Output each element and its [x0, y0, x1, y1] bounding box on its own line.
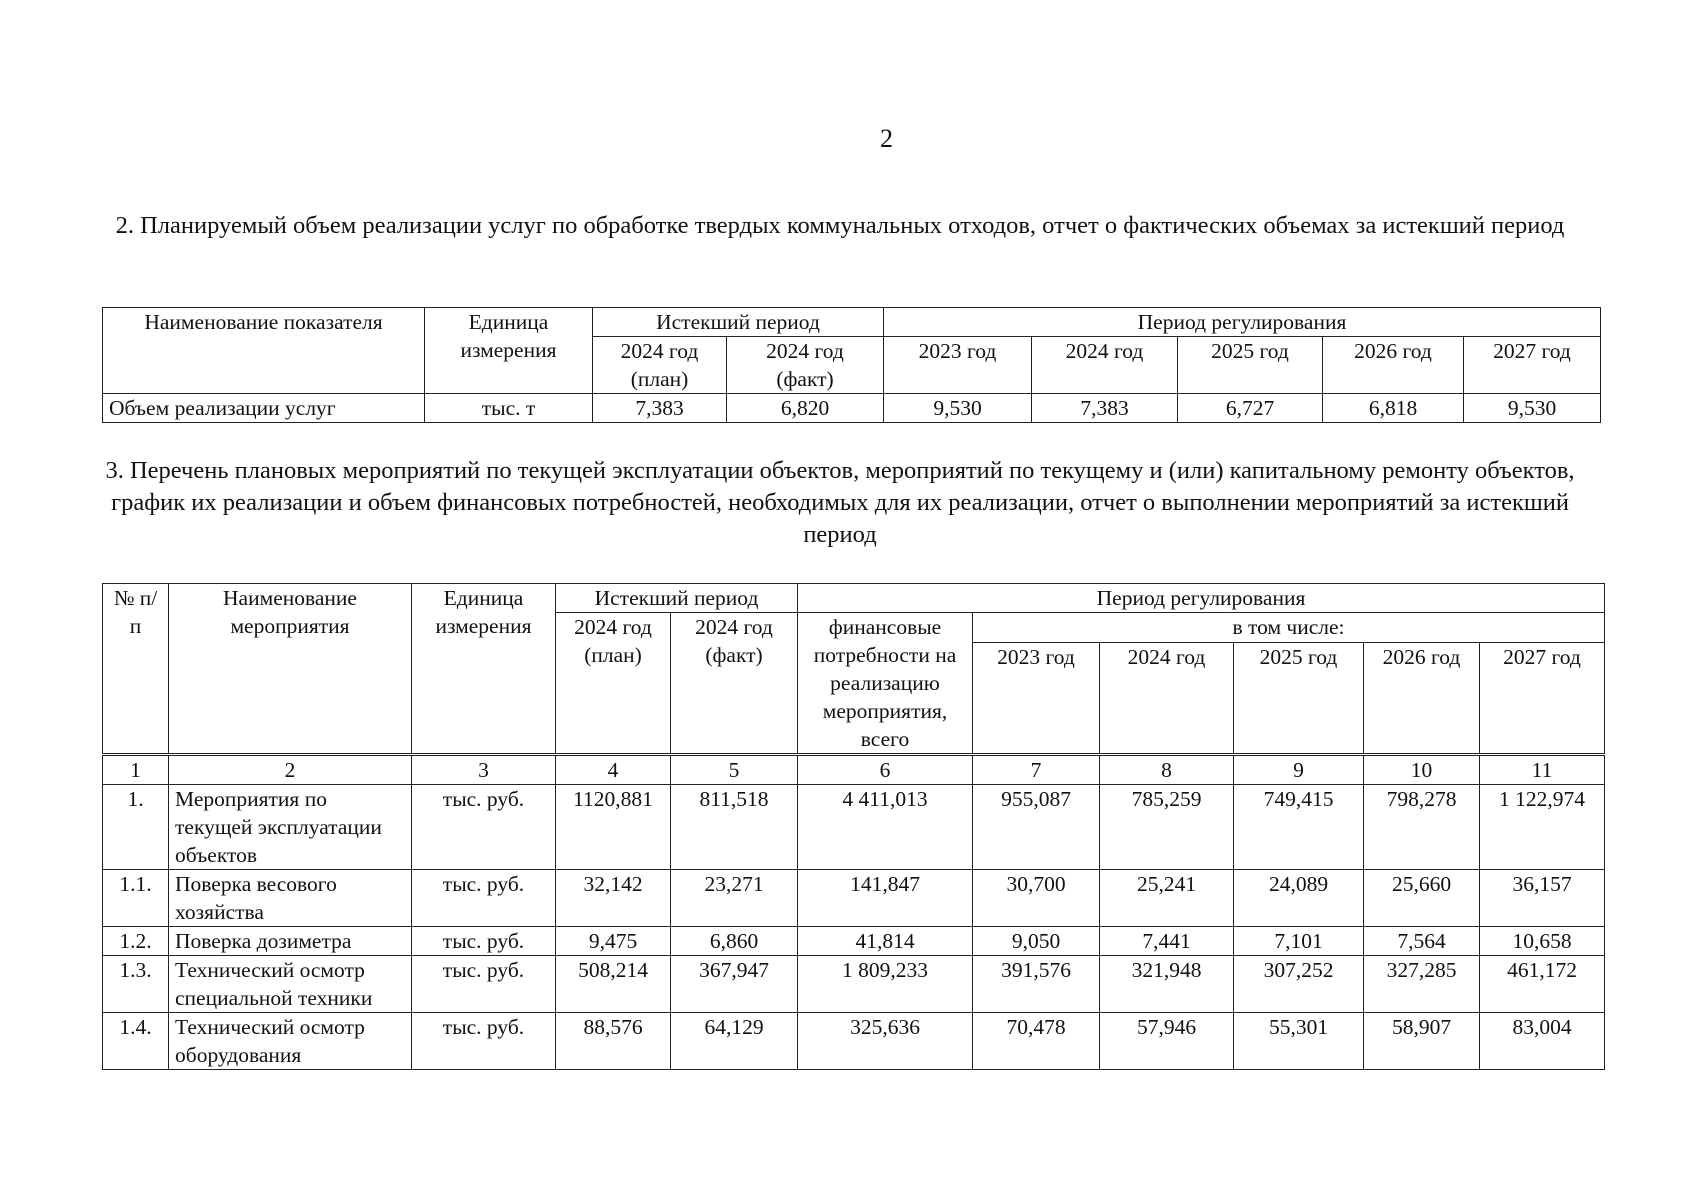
row-unit: тыс. руб. [412, 956, 556, 1013]
header-year: 2025 год [1178, 337, 1323, 394]
row-num: 1.1. [103, 870, 169, 927]
cell-value: 7,564 [1364, 927, 1480, 956]
header-year: 2027 год [1464, 337, 1601, 394]
cell-value: 9,475 [556, 927, 671, 956]
column-number-row [103, 755, 1605, 785]
cell-value: 9,050 [973, 927, 1100, 956]
cell-value: 4 411,013 [798, 785, 973, 870]
cell-value: 55,301 [1234, 1013, 1364, 1070]
header-regulation-period: Период регулирования [798, 584, 1605, 613]
cell-value: 36,157 [1480, 870, 1605, 927]
measures-table [102, 583, 1605, 1070]
cell-value: 24,089 [1234, 870, 1364, 927]
cell-value: 70,478 [973, 1013, 1100, 1070]
section-3-title: 3. Перечень плановых мероприятий по текущей эксплуатации объектов, мероприятий по текущему и (или) капитальному ремонту объектов, график их реализации и объем финансовых потребностей, необходимых для их реализации, отчет о выполнении мероприятий за истекший период [105, 457, 1575, 548]
cell-value: 10,658 [1480, 927, 1605, 956]
cell-value: 25,660 [1364, 870, 1480, 927]
header-year: 2023 год [973, 643, 1100, 755]
cell-value: 9,530 [1464, 394, 1601, 423]
cell-value: 1 122,974 [1480, 785, 1605, 870]
cell-value: 6,820 [727, 394, 884, 423]
header-num: № п/п [103, 584, 169, 755]
col-number: 3 [412, 755, 556, 785]
cell-value: 7,101 [1234, 927, 1364, 956]
cell-value: 7,383 [1032, 394, 1178, 423]
header-year: 2024 год [1032, 337, 1178, 394]
col-number: 4 [556, 755, 671, 785]
table-row [103, 785, 1605, 870]
header-year: 2025 год [1234, 643, 1364, 755]
cell-value: 307,252 [1234, 956, 1364, 1013]
row-num: 1. [103, 785, 169, 870]
header-year: 2027 год [1480, 643, 1605, 755]
header-year: 2023 год [884, 337, 1032, 394]
col-number: 6 [798, 755, 973, 785]
cell-value: 7,441 [1100, 927, 1234, 956]
table-row [103, 394, 1601, 423]
header-including: в том числе: [973, 613, 1605, 643]
cell-value: 508,214 [556, 956, 671, 1013]
row-unit: тыс. руб. [412, 1013, 556, 1070]
cell-value: 9,530 [884, 394, 1032, 423]
row-unit: тыс. руб. [412, 870, 556, 927]
header-plan: 2024 год (план) [593, 337, 727, 394]
row-name: Мероприятия по текущей эксплуатации объектов [169, 785, 412, 870]
cell-value: 6,818 [1323, 394, 1464, 423]
cell-value: 798,278 [1364, 785, 1480, 870]
row-unit: тыс. руб. [412, 927, 556, 956]
row-num: 1.4. [103, 1013, 169, 1070]
header-fact: 2024 год (факт) [727, 337, 884, 394]
row-name: Объем реализации услуг [103, 394, 425, 423]
row-name: Технический осмотр специальной техники [169, 956, 412, 1013]
row-name: Поверка весового хозяйства [169, 870, 412, 927]
row-num: 1.2. [103, 927, 169, 956]
header-name: Наименование мероприятия [169, 584, 412, 755]
cell-value: 32,142 [556, 870, 671, 927]
header-indicator: Наименование показателя [103, 308, 425, 394]
col-number: 11 [1480, 755, 1605, 785]
page-number: 2 [880, 124, 893, 153]
section-2-title: 2. Планируемый объем реализации услуг по обработке твердых коммунальных отходов, отчет о фактических объемах за истекший период [115, 212, 1565, 239]
row-name: Поверка дозиметра [169, 927, 412, 956]
header-year: 2024 год [1100, 643, 1234, 755]
cell-value: 41,814 [798, 927, 973, 956]
col-number: 9 [1234, 755, 1364, 785]
cell-value: 6,727 [1178, 394, 1323, 423]
header-plan: 2024 год (план) [556, 613, 671, 755]
cell-value: 367,947 [671, 956, 798, 1013]
col-number: 10 [1364, 755, 1480, 785]
table-row [103, 870, 1605, 927]
cell-value: 327,285 [1364, 956, 1480, 1013]
header-unit: Единица измерения [425, 308, 593, 394]
header-fin-needs: финансовые потребности на реализацию мероприятия, всего [798, 613, 973, 755]
cell-value: 88,576 [556, 1013, 671, 1070]
cell-value: 30,700 [973, 870, 1100, 927]
table-row [103, 927, 1605, 956]
header-fact: 2024 год (факт) [671, 613, 798, 755]
header-past-period: Истекший период [593, 308, 884, 337]
row-name: Технический осмотр оборудования [169, 1013, 412, 1070]
col-number: 2 [169, 755, 412, 785]
header-unit: Единица измерения [412, 584, 556, 755]
header-year: 2026 год [1364, 643, 1480, 755]
cell-value: 25,241 [1100, 870, 1234, 927]
row-num: 1.3. [103, 956, 169, 1013]
cell-value: 7,383 [593, 394, 727, 423]
cell-value: 321,948 [1100, 956, 1234, 1013]
cell-value: 23,271 [671, 870, 798, 927]
cell-value: 749,415 [1234, 785, 1364, 870]
cell-value: 811,518 [671, 785, 798, 870]
row-unit: тыс. т [425, 394, 593, 423]
cell-value: 64,129 [671, 1013, 798, 1070]
cell-value: 1 809,233 [798, 956, 973, 1013]
col-number: 5 [671, 755, 798, 785]
cell-value: 461,172 [1480, 956, 1605, 1013]
cell-value: 83,004 [1480, 1013, 1605, 1070]
col-number: 7 [973, 755, 1100, 785]
cell-value: 57,946 [1100, 1013, 1234, 1070]
table-row [103, 1013, 1605, 1070]
cell-value: 785,259 [1100, 785, 1234, 870]
header-year: 2026 год [1323, 337, 1464, 394]
cell-value: 391,576 [973, 956, 1100, 1013]
header-regulation-period: Период регулирования [884, 308, 1601, 337]
col-number: 8 [1100, 755, 1234, 785]
cell-value: 325,636 [798, 1013, 973, 1070]
cell-value: 1120,881 [556, 785, 671, 870]
cell-value: 6,860 [671, 927, 798, 956]
cell-value: 141,847 [798, 870, 973, 927]
header-past-period: Истекший период [556, 584, 798, 613]
volume-table [102, 307, 1601, 423]
row-unit: тыс. руб. [412, 785, 556, 870]
table-row [103, 956, 1605, 1013]
cell-value: 58,907 [1364, 1013, 1480, 1070]
col-number: 1 [103, 755, 169, 785]
cell-value: 955,087 [973, 785, 1100, 870]
